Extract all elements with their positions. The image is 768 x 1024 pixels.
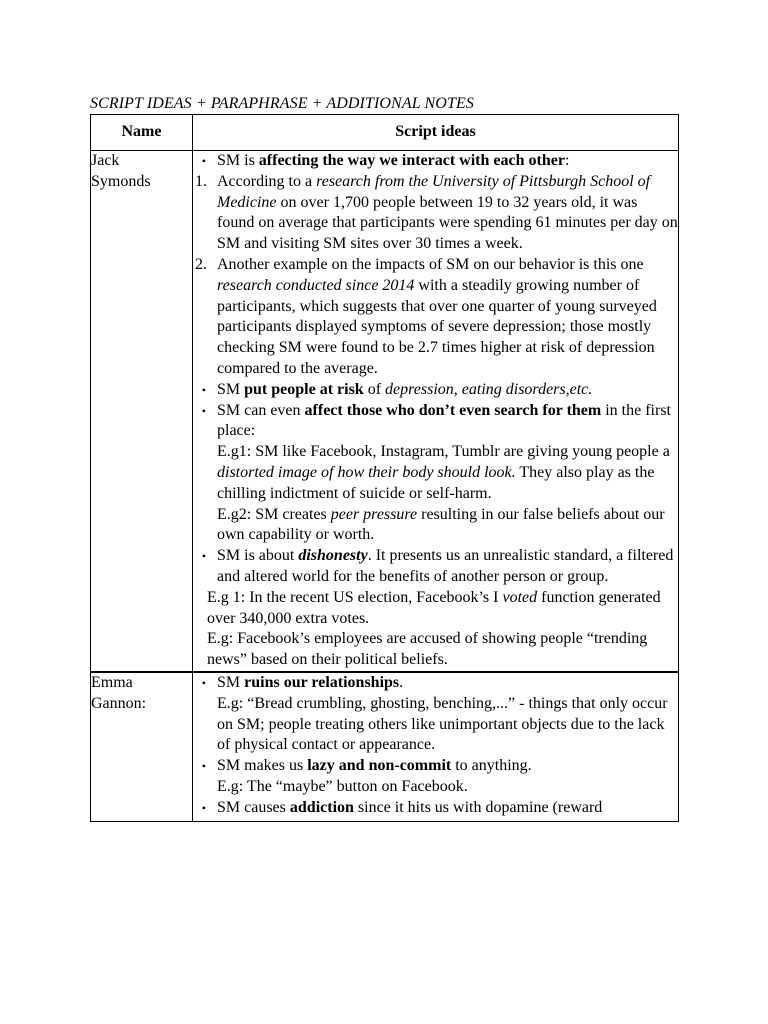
row-name-cell [91, 672, 193, 821]
example-text: E.g: The “maybe” button on Facebook. [217, 777, 468, 795]
bullet-item: • SM put people at risk of depression, eating disorders,etc. [193, 380, 678, 401]
header-name: Name [91, 115, 193, 151]
bullet-icon: • [201, 382, 206, 397]
example-text: E.g1: SM like Facebook, Instagram, Tumblr are giving young people a distorted image of how their body should look. They also play as the chilling indictment of suicide or self-harm. [217, 443, 670, 502]
bullet-icon: • [201, 759, 206, 774]
name-line: Jack [91, 152, 120, 169]
bullet-item: • SM makes us lazy and non-commit to anything. [193, 756, 678, 777]
bullet-icon: • [201, 549, 206, 564]
bullet-icon: • [201, 403, 206, 418]
row-name-cell [91, 151, 193, 672]
bullet-item: • SM causes addiction since it hits us with dopamine (reward [193, 798, 678, 819]
name-line: Gannon: [91, 694, 147, 712]
example-text: E.g2: SM creates peer pressure resulting in our false beliefs about our own capability or worth. [217, 505, 665, 544]
row-ideas-cell [193, 151, 679, 672]
script-ideas-table [90, 114, 679, 822]
table-header-row [91, 115, 679, 151]
example-text: E.g: Facebook’s employees are accused of showing people “trending news” based on their political beliefs. [207, 630, 648, 669]
item-number: 2. [195, 255, 207, 273]
table-row [91, 151, 679, 672]
document-title: SCRIPT IDEAS + PARAPHRASE + ADDITIONAL NOTES [90, 95, 474, 112]
bullet-icon: • [201, 675, 206, 690]
bullet-item: • SM is about dishonesty. It presents us an unrealistic standard, a filtered and altered world for the benefits of another person or group. [193, 546, 678, 588]
numbered-item: 1. According to a research from the University of Pittsburgh School of Medicine on over 1,700 people between 19 to 32 years old, it was found on average that participants were spending 61 minutes per day on SM and visiting SM sites over 30 times a week. [193, 172, 678, 255]
name-line: Emma [91, 673, 133, 691]
bullet-item: • SM can even affect those who don’t even search for them in the first place: [193, 401, 678, 443]
example-text: E.g 1: In the recent US election, Facebook’s I voted function generated over 340,000 extra votes. [207, 588, 661, 627]
header-script-ideas: Script ideas [193, 115, 679, 151]
bullet-icon: • [201, 154, 206, 168]
bullet-icon: • [201, 800, 206, 815]
item-number: 1. [195, 172, 207, 190]
table-row [91, 672, 679, 821]
bullet-item: • SM is affecting the way we interact with each other: [193, 151, 678, 172]
example-text: E.g: “Bread crumbling, ghosting, benching,...” - things that only occur on SM; people treating others like unimportant objects due to the lack of physical contact or appearance. [217, 694, 668, 754]
row-ideas-cell [193, 672, 679, 821]
bullet-item: • SM ruins our relationships. [193, 673, 678, 694]
name-line: Symonds [91, 172, 151, 190]
numbered-item: 2. Another example on the impacts of SM on our behavior is this one research conducted since 2014 with a steadily growing number of participants, which suggests that over one quarter of young surveyed participants displayed symptoms of severe depression; those mostly checking SM were found to be 2.7 times higher at risk of depression compared to the average. [193, 255, 678, 380]
